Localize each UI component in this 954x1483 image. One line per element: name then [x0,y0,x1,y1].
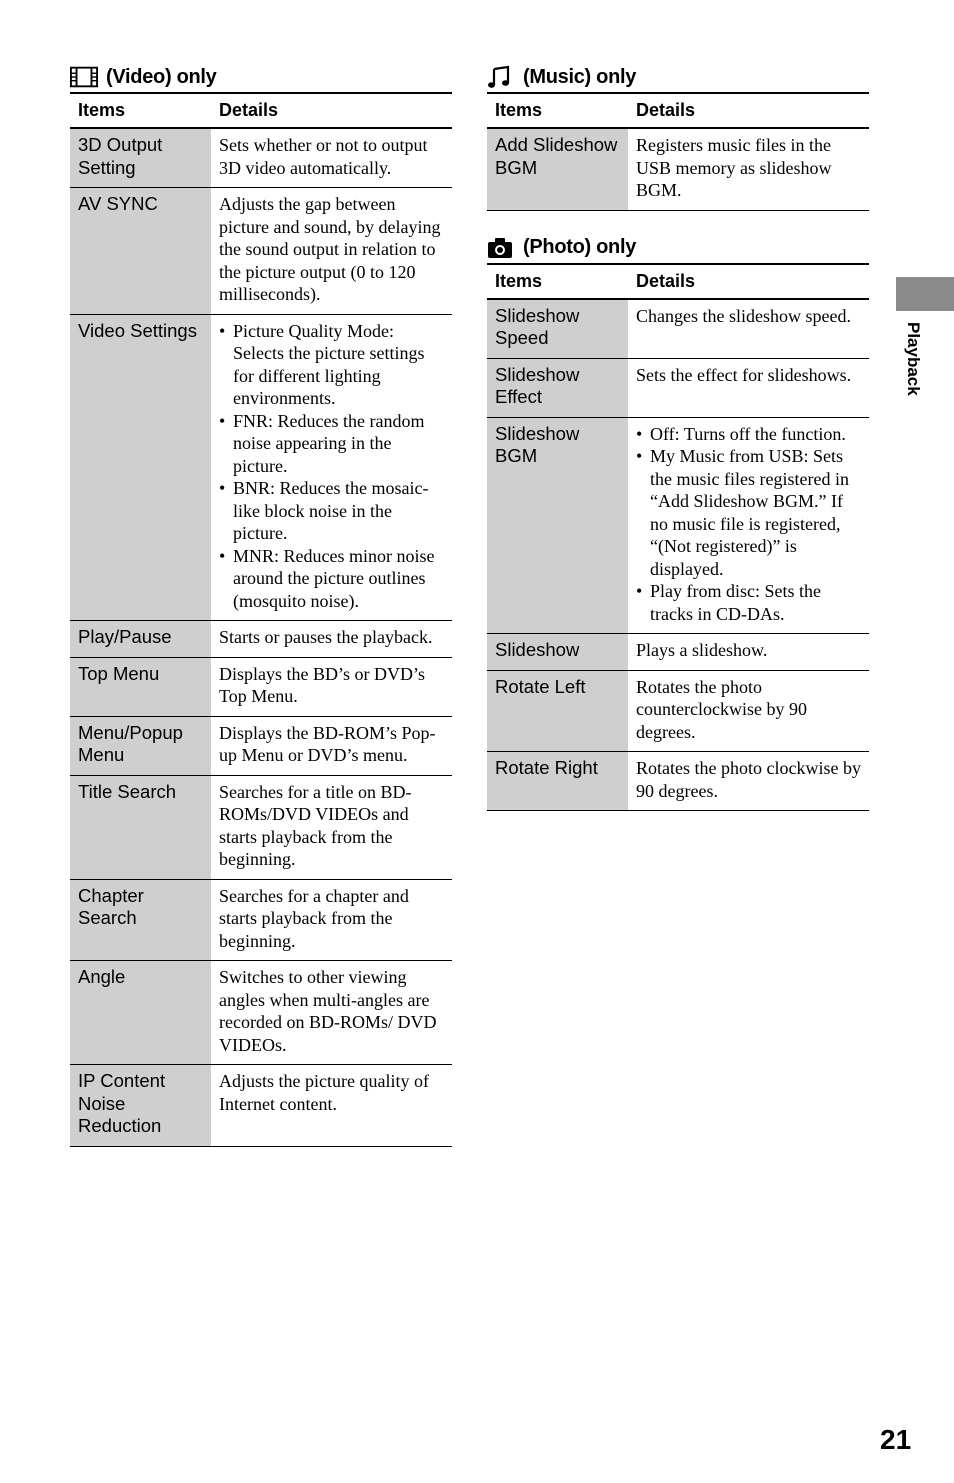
bullet-list [636,423,863,626]
video-table [70,92,452,1147]
photo-table [487,263,869,812]
table-row [70,621,452,658]
item-cell: Title Search [70,775,211,879]
item-cell: Top Menu [70,657,211,716]
music-title-text: (Music) only [523,65,637,88]
side-tab-marker [896,277,954,311]
video-section [70,62,452,1147]
list-item: • BNR: Reduces the mosaic-like block noise in the picture. [219,477,446,545]
list-item: • MNR: Reduces minor noise around the picture outlines (mosquito noise). [219,545,446,613]
detail-cell: Adjusts the picture quality of Internet content. [211,1065,452,1147]
list-item: • Play from disc: Sets the tracks in CD-DAs. [636,580,863,625]
detail-cell: Searches for a chapter and starts playback from the beginning. [211,879,452,961]
item-cell: Menu/Popup Menu [70,716,211,775]
details-header: Details [211,93,452,128]
list-item: • Off: Turns off the function. [636,423,863,446]
table-header-row [487,93,869,128]
detail-cell [628,417,869,634]
details-header: Details [628,93,869,128]
table-row [487,634,869,671]
camera-icon [487,236,515,260]
detail-cell: Rotates the photo counterclockwise by 90 degrees. [628,670,869,752]
list-item: • My Music from USB: Sets the music files registered in “Add Slideshow BGM.” If no music file is registered, “(Not registered)” is displayed. [636,445,863,580]
right-column [487,62,869,811]
item-cell: Add Slideshow BGM [487,128,628,210]
table-row [487,358,869,417]
table-row [70,314,452,621]
detail-cell: Sets the effect for slideshows. [628,358,869,417]
photo-section-title [487,233,869,263]
detail-cell: Adjusts the gap between picture and sound, by delaying the sound output in relation to the picture output (0 to 120 milliseconds). [211,188,452,315]
table-row [70,716,452,775]
detail-cell: Plays a slideshow. [628,634,869,671]
table-row [487,670,869,752]
item-cell: Slideshow BGM [487,417,628,634]
table-row [487,752,869,811]
detail-cell: Changes the slideshow speed. [628,299,869,359]
music-section-title [487,62,869,92]
photo-section [487,233,869,812]
side-tab-text: Playback [904,322,923,396]
side-tab-label [897,322,925,400]
detail-cell: Displays the BD-ROM’s Pop-up Menu or DVD’s menu. [211,716,452,775]
item-cell: IP Content Noise Reduction [70,1065,211,1147]
table-header-row [487,264,869,299]
table-row [487,299,869,359]
detail-cell: Rotates the photo clockwise by 90 degrees. [628,752,869,811]
item-cell: Rotate Right [487,752,628,811]
film-icon [70,65,98,89]
detail-cell: Searches for a title on BD-ROMs/DVD VIDEOs and starts playback from the beginning. [211,775,452,879]
item-cell: Slideshow Speed [487,299,628,359]
music-table [487,92,869,211]
table-row [70,961,452,1065]
bullet-list [219,320,446,613]
detail-cell [211,314,452,621]
music-note-icon [487,65,515,89]
detail-cell: Registers music files in the USB memory as slideshow BGM. [628,128,869,210]
music-section [487,62,869,211]
items-header: Items [487,93,628,128]
video-title-text: (Video) only [106,65,217,88]
details-header: Details [628,264,869,299]
video-section-title [70,62,452,92]
item-cell: Slideshow [487,634,628,671]
item-cell: Angle [70,961,211,1065]
list-item: • FNR: Reduces the random noise appearing in the picture. [219,410,446,478]
item-cell: Rotate Left [487,670,628,752]
item-cell: Chapter Search [70,879,211,961]
table-row [70,775,452,879]
detail-cell: Switches to other viewing angles when multi-angles are recorded on BD-ROMs/ DVD VIDEOs. [211,961,452,1065]
photo-title-text: (Photo) only [523,236,637,258]
detail-cell: Starts or pauses the playback. [211,621,452,658]
table-row [70,1065,452,1147]
table-row [487,128,869,210]
detail-cell: Sets whether or not to output 3D video automatically. [211,128,452,188]
detail-cell: Displays the BD’s or DVD’s Top Menu. [211,657,452,716]
item-cell: AV SYNC [70,188,211,315]
item-cell: Video Settings [70,314,211,621]
table-header-row [70,93,452,128]
page-number: 21 [880,1424,912,1455]
table-row [70,657,452,716]
items-header: Items [70,93,211,128]
table-row [487,417,869,634]
table-row [70,188,452,315]
items-header: Items [487,264,628,299]
item-cell: 3D Output Setting [70,128,211,188]
item-cell: Play/Pause [70,621,211,658]
list-item: • Picture Quality Mode: Selects the picture settings for different lighting environments. [219,320,446,410]
table-row [70,128,452,188]
table-row [70,879,452,961]
item-cell: Slideshow Effect [487,358,628,417]
